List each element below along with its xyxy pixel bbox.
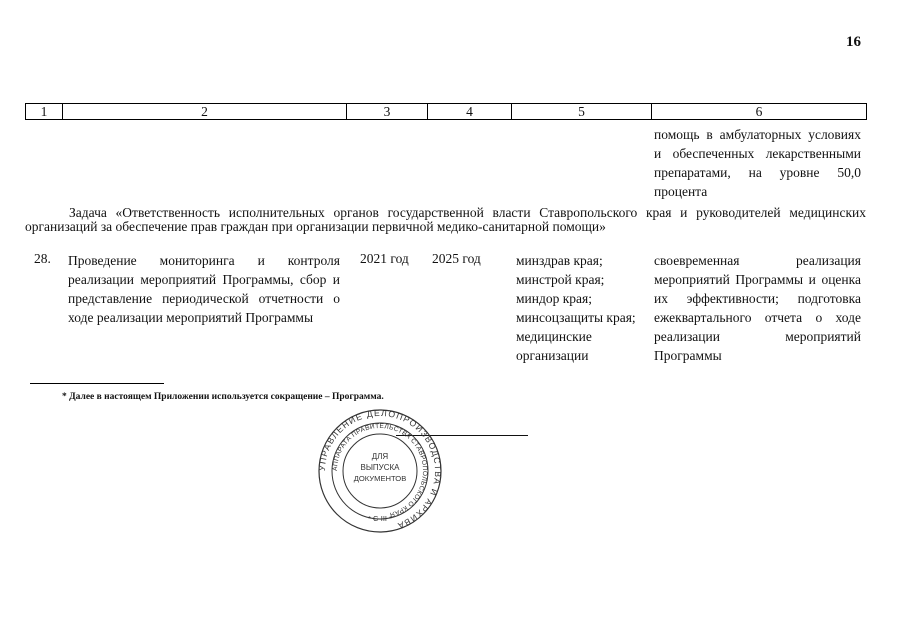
executor-item: минздрав края; bbox=[516, 253, 603, 268]
column-number-6: 6 bbox=[652, 104, 867, 120]
stamp-code: * С-III * bbox=[368, 514, 392, 523]
column-number-1: 1 bbox=[26, 104, 63, 120]
column-number-3: 3 bbox=[347, 104, 428, 120]
executor-item: минсоцзащиты края; bbox=[516, 310, 636, 325]
stamp-outer-text: УПРАВЛЕНИЕ ДЕЛОПРОИЗВОДСТВА И АРХИВА bbox=[317, 408, 443, 532]
footnote-separator bbox=[30, 383, 164, 384]
document-stamp bbox=[317, 408, 443, 534]
row-start-year: 2021 год bbox=[360, 251, 409, 266]
row-result: своевременная реализация мероприятий Программы и оценка их эффективности; подготовка ежеквартального отчета о ходе реализации мероприятий Программы bbox=[654, 253, 861, 363]
stamp-inner-text: АППАРАТА ПРАВИТЕЛЬСТВА СТАВРОПОЛЬСКОГО КРАЯ bbox=[331, 422, 429, 518]
executor-item: минстрой края; bbox=[516, 272, 605, 287]
column-number-2: 2 bbox=[63, 104, 347, 120]
row-activity: Проведение мониторинга и контроля реализации мероприятий Программы, сбор и представление периодической отчетности о ходе реализации мероприятий Программы bbox=[68, 253, 340, 325]
stamp-center-line1: ДЛЯ bbox=[371, 452, 389, 461]
row-end-year: 2025 год bbox=[432, 251, 481, 266]
stamp-center-line3: ДОКУМЕНТОВ bbox=[353, 474, 407, 483]
row-executors bbox=[516, 251, 636, 365]
table-header-row bbox=[26, 104, 867, 120]
table-column-numbers bbox=[25, 103, 867, 120]
continued-cell-text: помощь в амбулаторных условиях и обеспеченных лекарственными препаратами, на уровне 50,0 процента bbox=[654, 127, 861, 199]
footnote: * Далее в настоящем Приложении используется сокращение – Программа. bbox=[62, 392, 384, 402]
stamp-center-line2: ВЫПУСКА bbox=[360, 463, 400, 472]
column-number-5: 5 bbox=[512, 104, 652, 120]
column-number-4: 4 bbox=[428, 104, 512, 120]
page-number: 16 bbox=[846, 34, 861, 50]
task-heading: Задача «Ответственность исполнительных органов государственной власти Ставропольского края и руководителей медицинских организаций за обеспечение прав граждан при организации первичной медико-санитарной помощи» bbox=[25, 205, 866, 234]
executor-item: миндор края; bbox=[516, 291, 592, 306]
row-number: 28. bbox=[34, 251, 51, 266]
executor-item: медицинские организации bbox=[516, 329, 592, 363]
